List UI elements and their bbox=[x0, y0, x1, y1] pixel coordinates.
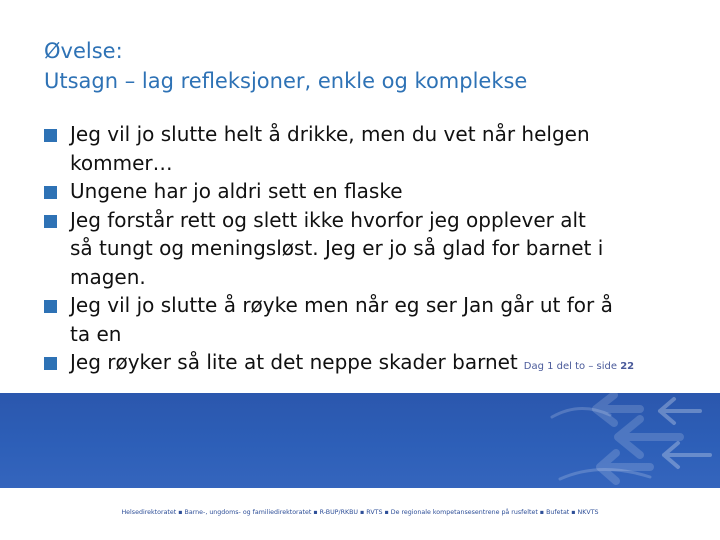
slide-counter-text: Dag 1 del to – side bbox=[523, 361, 618, 372]
square-bullet-icon bbox=[44, 215, 57, 228]
slide-number: 22 bbox=[620, 361, 635, 372]
bullet-line bbox=[70, 348, 704, 382]
bullet-line: Jeg forstår rett og slett ikke hvorfor jeg opplever alt bbox=[70, 207, 586, 232]
bullet-line: så tungt og meningsløst. Jeg er jo så glad for barnet i bbox=[70, 236, 604, 260]
bullet-line: magen. bbox=[70, 264, 146, 289]
bullet-line: Ungene har jo aldri sett en flaske bbox=[70, 179, 403, 203]
title-line-2: Utsagn – lag refleksjoner, enkle og komplekse bbox=[44, 69, 528, 93]
bullet-item bbox=[44, 348, 704, 382]
square-bullet-icon bbox=[44, 357, 57, 370]
bullet-line: ta en bbox=[70, 321, 122, 346]
square-bullet-icon bbox=[44, 300, 57, 313]
decorative-banner bbox=[0, 393, 720, 488]
bullet-item bbox=[44, 120, 704, 177]
bullet-line: kommer… bbox=[70, 150, 173, 175]
square-bullet-icon bbox=[44, 186, 57, 199]
bullet-item bbox=[44, 177, 704, 206]
bullet-item bbox=[44, 291, 704, 348]
bullet-list bbox=[44, 120, 704, 382]
bullet-item bbox=[44, 206, 704, 292]
slide-title bbox=[44, 36, 684, 96]
bullet-line: Jeg vil jo slutte å røyke men når eg ser Jan går ut for å bbox=[70, 293, 613, 317]
bullet-line: Jeg vil jo slutte helt å drikke, men du vet når helgen bbox=[70, 122, 590, 146]
arrows-graphic-icon bbox=[0, 393, 720, 488]
bullet-text: Jeg røyker så lite at det neppe skader barnet bbox=[70, 350, 518, 374]
square-bullet-icon bbox=[44, 129, 57, 142]
slide-counter bbox=[524, 361, 634, 372]
title-line-1: Øvelse: bbox=[44, 39, 123, 63]
footer-organizations: Helsedirektoratet ▪ Barne-, ungdoms- og familiedirektoratet ▪ R-BUP/RKBU ▪ RVTS ▪ De regionale kompetansesentrene på rusfeltet ▪ Bufetat ▪ NKVTS bbox=[121, 509, 599, 516]
